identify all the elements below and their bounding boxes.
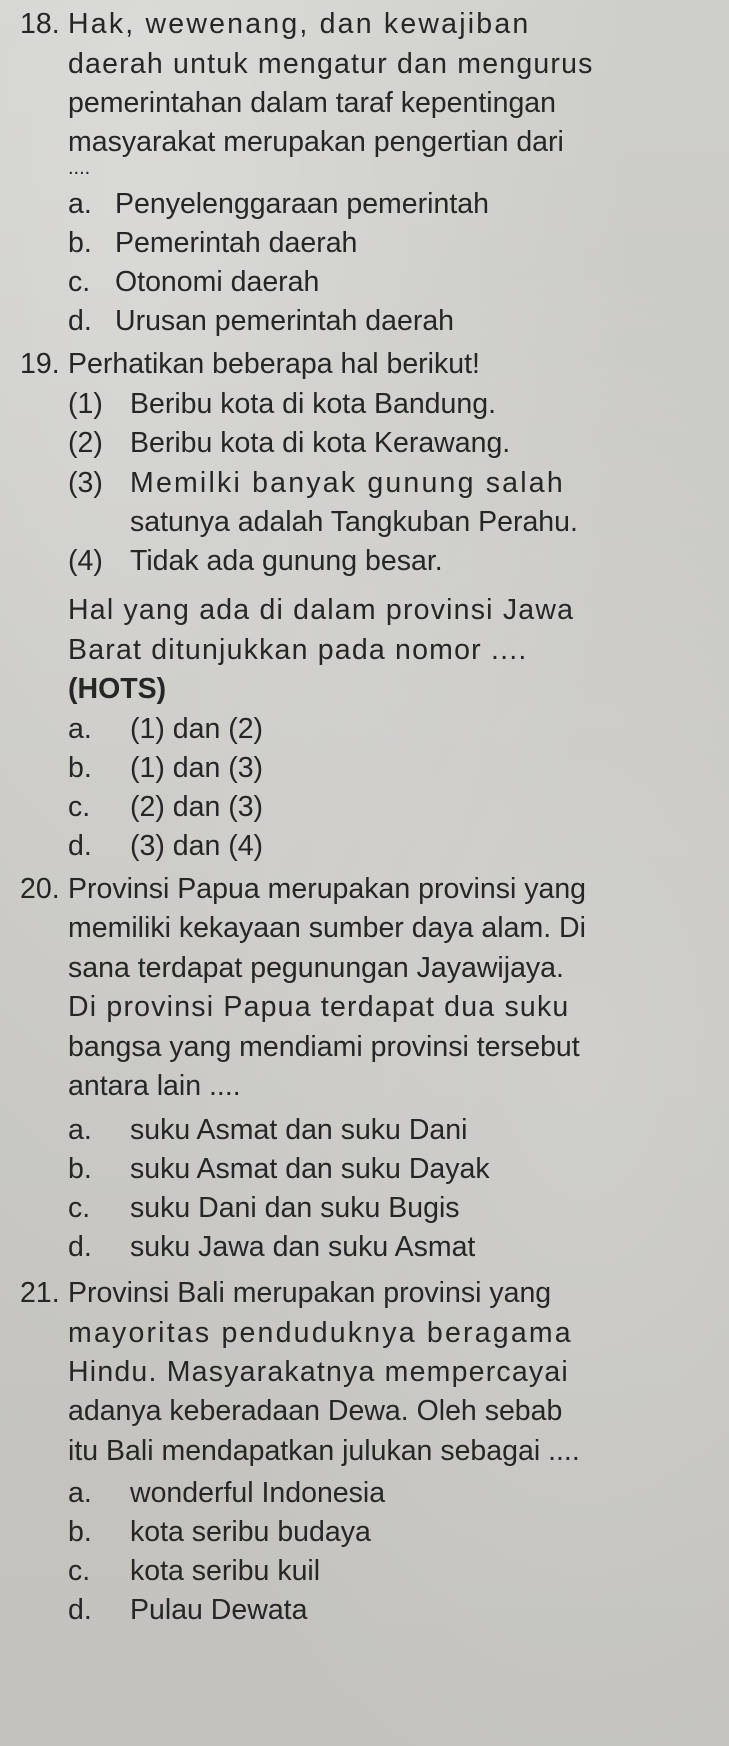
question-21-text-line-2: mayoritas penduduknya beragama xyxy=(68,1317,573,1349)
question-19-item-3-text-line-2: satunya adalah Tangkuban Perahu. xyxy=(130,506,578,538)
question-21-option-a-letter[interactable]: a. xyxy=(68,1477,92,1509)
question-21-option-a-text[interactable]: wonderful Indonesia xyxy=(130,1477,386,1509)
question-20-text-line-6: antara lain .... xyxy=(68,1070,241,1102)
question-20-text-line-1: Provinsi Papua merupakan provinsi yang xyxy=(68,873,587,905)
question-19-option-d-text[interactable]: (3) dan (4) xyxy=(130,830,264,862)
question-20-text-line-3: sana terdapat pegunungan Jayawijaya. xyxy=(68,952,564,984)
question-20-number: 20. xyxy=(20,873,60,905)
question-21-option-d-letter[interactable]: d. xyxy=(68,1594,92,1626)
question-18-option-a-letter[interactable]: a. xyxy=(68,188,92,220)
question-19-item-2-number: (2) xyxy=(68,427,103,459)
question-20-text-line-5: bangsa yang mendiami provinsi tersebut xyxy=(68,1031,580,1063)
question-21-option-c-letter[interactable]: c. xyxy=(68,1555,91,1587)
question-19-item-3-number: (3) xyxy=(68,467,103,499)
question-19-hots-tag: (HOTS) xyxy=(68,673,167,705)
question-20-text-line-4: Di provinsi Papua terdapat dua suku xyxy=(68,991,570,1023)
question-19-item-1-number: (1) xyxy=(68,388,103,420)
question-18-number: 18. xyxy=(20,8,60,40)
question-18-option-c-letter[interactable]: c. xyxy=(68,266,91,298)
question-19-option-d-letter[interactable]: d. xyxy=(68,830,92,862)
question-19-option-b-letter[interactable]: b. xyxy=(68,752,92,784)
question-18-text-line-5: .... xyxy=(68,157,91,179)
question-18-text-line-4: masyarakat merupakan pengertian dari xyxy=(68,126,564,158)
question-21-text-line-3: Hindu. Masyarakatnya mempercayai xyxy=(68,1356,569,1388)
question-20-option-d-text[interactable]: suku Jawa dan suku Asmat xyxy=(130,1231,476,1263)
question-20-option-a-letter[interactable]: a. xyxy=(68,1114,92,1146)
question-21-option-d-text[interactable]: Pulau Dewata xyxy=(130,1594,308,1626)
question-18-option-a-text[interactable]: Penyelenggaraan pemerintah xyxy=(115,188,489,220)
question-19-item-3-text-line-1: Memilki banyak gunung salah xyxy=(130,467,565,499)
question-18-option-d-text[interactable]: Urusan pemerintah daerah xyxy=(115,305,455,337)
question-19-prompt-line-1: Hal yang ada di dalam provinsi Jawa xyxy=(68,594,575,626)
question-20-option-a-text[interactable]: suku Asmat dan suku Dani xyxy=(130,1114,468,1146)
question-21-text-line-4: adanya keberadaan Dewa. Oleh sebab xyxy=(68,1395,563,1427)
question-18-text-line-1: Hak, wewenang, dan kewajiban xyxy=(68,8,531,40)
question-19-item-4-number: (4) xyxy=(68,545,103,577)
question-19-option-b-text[interactable]: (1) dan (3) xyxy=(130,752,264,784)
question-19-prompt-line-2: Barat ditunjukkan pada nomor .... xyxy=(68,634,528,666)
question-20-option-d-letter[interactable]: d. xyxy=(68,1231,92,1263)
question-20-option-c-letter[interactable]: c. xyxy=(68,1192,91,1224)
question-18-option-d-letter[interactable]: d. xyxy=(68,305,92,337)
question-19-item-1-text: Beribu kota di kota Bandung. xyxy=(130,388,497,420)
question-21-text-line-1: Provinsi Bali merupakan provinsi yang xyxy=(68,1277,552,1309)
question-19-option-a-text[interactable]: (1) dan (2) xyxy=(130,713,264,745)
question-18-text-line-3: pemerintahan dalam taraf kepentingan xyxy=(68,87,556,119)
question-18-option-b-letter[interactable]: b. xyxy=(68,227,92,259)
question-21-number: 21. xyxy=(20,1277,60,1309)
question-19-option-c-text[interactable]: (2) dan (3) xyxy=(130,791,264,823)
question-20-option-c-text[interactable]: suku Dani dan suku Bugis xyxy=(130,1192,460,1224)
question-19-option-a-letter[interactable]: a. xyxy=(68,713,92,745)
question-19-text-line-1: Perhatikan beberapa hal berikut! xyxy=(68,348,480,380)
question-19-item-4-text: Tidak ada gunung besar. xyxy=(130,545,443,577)
question-21-option-c-text[interactable]: kota seribu kuil xyxy=(130,1555,321,1587)
question-18-option-b-text[interactable]: Pemerintah daerah xyxy=(115,227,358,259)
question-19-number: 19. xyxy=(20,348,60,380)
question-18-text-line-2: daerah untuk mengatur dan mengurus xyxy=(68,48,594,80)
question-20-option-b-letter[interactable]: b. xyxy=(68,1153,92,1185)
question-20-option-b-text[interactable]: suku Asmat dan suku Dayak xyxy=(130,1153,490,1185)
question-18-option-c-text[interactable]: Otonomi daerah xyxy=(115,266,320,298)
question-19-option-c-letter[interactable]: c. xyxy=(68,791,91,823)
question-21-option-b-letter[interactable]: b. xyxy=(68,1516,92,1548)
question-20-text-line-2: memiliki kekayaan sumber daya alam. Di xyxy=(68,912,586,944)
question-21-option-b-text[interactable]: kota seribu budaya xyxy=(130,1516,371,1548)
question-19-item-2-text: Beribu kota di kota Kerawang. xyxy=(130,427,511,459)
question-21-text-line-5: itu Bali mendapatkan julukan sebagai .... xyxy=(68,1435,580,1467)
